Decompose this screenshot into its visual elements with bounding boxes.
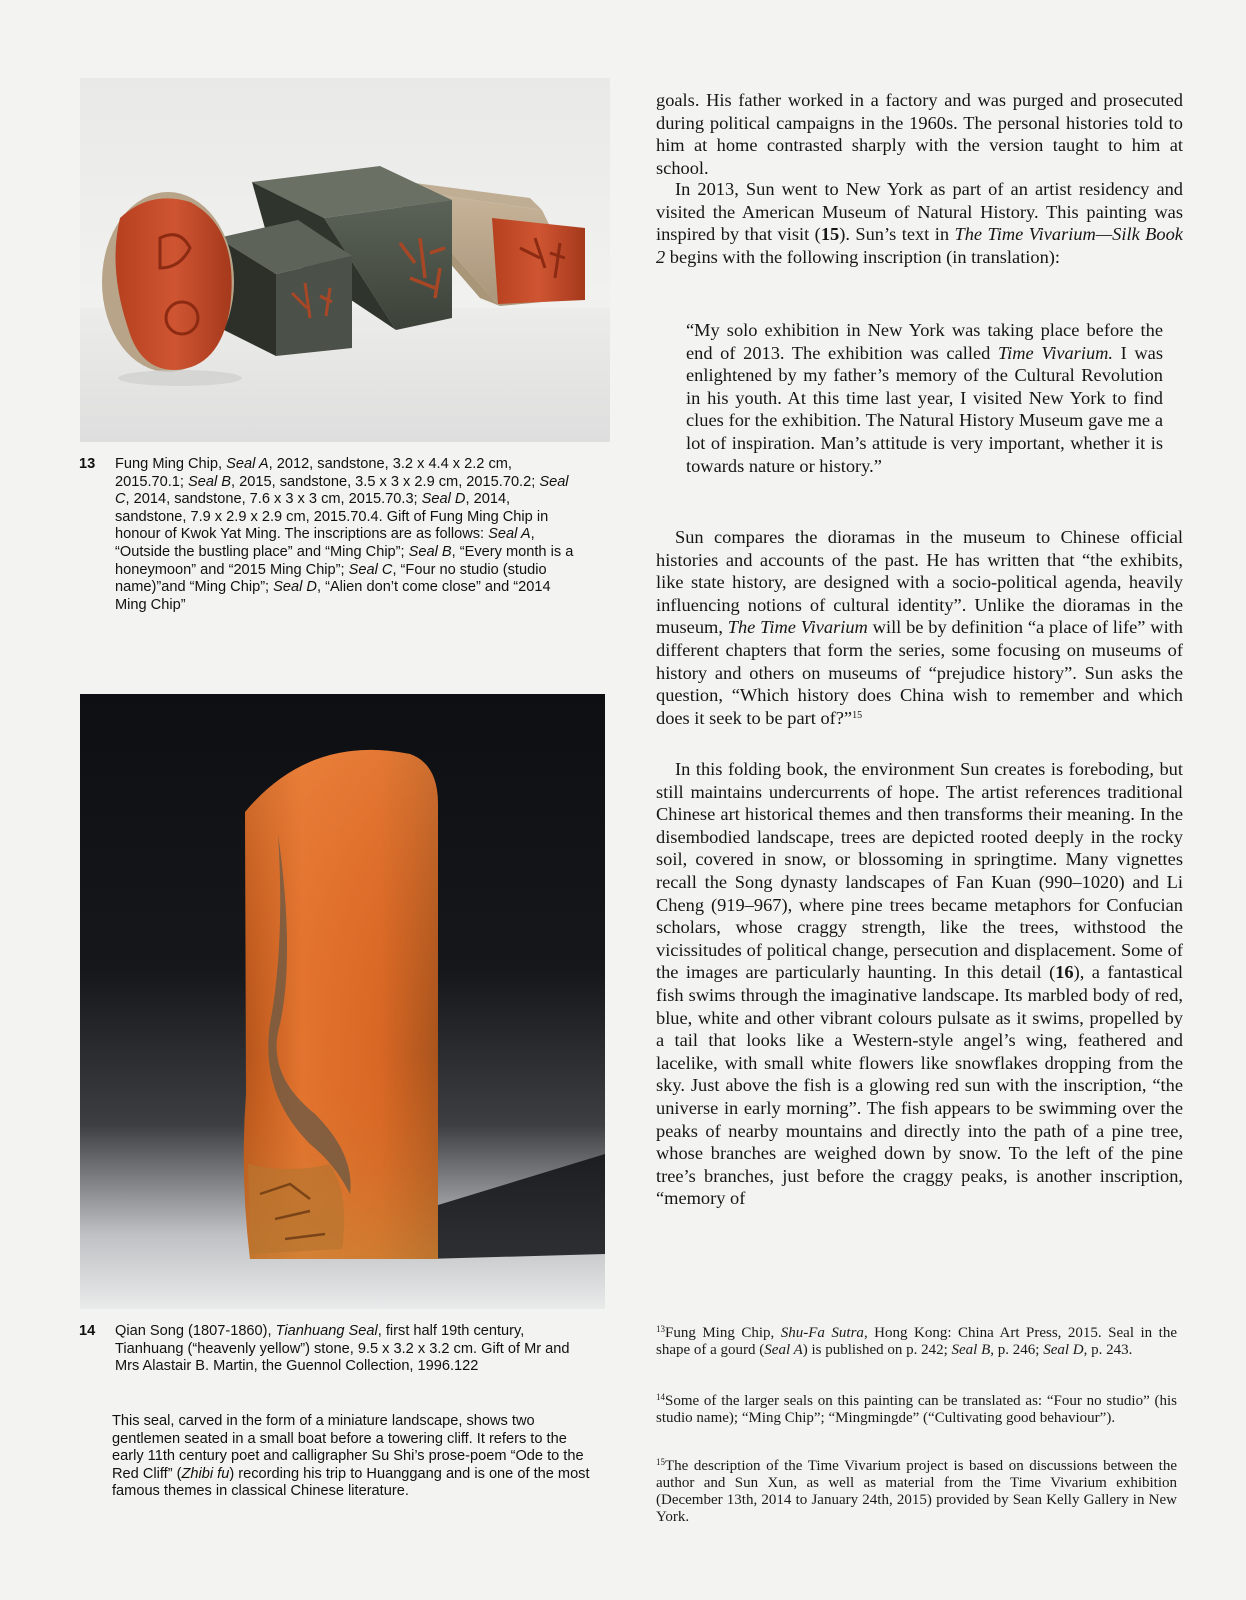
body-paragraph: In 2013, Sun went to New York as part of an artist residency and visited the American Museum of Natural History. This painting was inspired by that visit (15). Sun’s text in The Time Vivarium—Silk Book 2 begins with the following inscription (in translation): [656,179,1183,267]
footnote: $^{13}$Fung Ming Chip, Shu-Fa Sutra, Hong Kong: China Art Press, 2015. Seal in the shape of a gourd (Seal A) is published on p. 242; Seal B, p. 246; Seal D, p. 243. [656,1324,1177,1358]
body-paragraph: In this folding book, the environment Sun creates is foreboding, but still maintains undercurrents of hope. The artist references traditional Chinese art historical themes and then transforms their meaning. In the disembodied landscape, trees are depicted rooted deeply in the rocky soil, covered in snow, or blossoming in springtime. Many vignettes recall the Song dynasty landscapes of Fan Kuan (990–1020) and Li Cheng (919–967), where pine trees became metaphors for Confucian scholars, whose craggy strength, like the trees, withstood the vicissitudes of political change, persecution and displacement. Some of the images are particularly haunting. In this detail (16), a fantastical fish swims through the imaginative landscape. Its marbled body of red, blue, white and other vibrant colours pulsate as it swims, propelled by a tail that looks like a Western-style angel’s wing, feathered and lacelike, with small white flowers like snowflakes dropping from the sky. Just above the fish is a glowing red sun with the inscription, “the universe in early morning”. The fish appears to be swimming over the peaks of nearby mountains and directly into the path of a pine tree, whose branches are weighed down by snow. To the left of the pine tree’s branches, just before the craggy peaks, is another inscription, “memory of [656,759,1183,1209]
body-paragraph: Sun compares the dioramas in the museum to Chinese official histories and accounts of the past. He has written that “the exhibits, like state history, are designed with a socio-political agenda, heavily influencing notions of cultural identity”. Unlike the dioramas in the museum, The Time Vivarium will be by definition “a place of life” with different chapters that form the series, some focusing on museums of history and others on museums of “prejudice history”. Sun asks the question, “Which history does China wish to remember and which does it seek to be part of?”$^{15}$ [656,527,1183,728]
figure-14-caption: 14 Qian Song (1807-1860), Tianhuang Seal, first half 19th century, Tianhuang (“heavenly yellow”) stone, 9.5 x 3.2 x 3.2 cm. Gift of Mr and Mrs Alastair B. Martin, the Guennol Collection, 1996.122 [79,1323,570,1375]
seals-photo [80,78,610,442]
figure-reference: 15 [820,224,840,245]
figure-number: 13 [79,456,96,472]
figure-number: 14 [79,1323,96,1339]
footnote: $^{15}$The description of the Time Vivarium project is based on discussions between the author and Sun Xun, as well as material from the Time Vivarium exhibition (December 13th, 2014 to January 24th, 2015) provided by Sean Kelly Gallery in New York. [656,1457,1177,1525]
figure-13-caption: 13 Fung Ming Chip, Seal A, 2012, sandstone, 3.2 x 4.4 x 2.2 cm, 2015.70.1; Seal B, 2015, sandstone, 3.5 x 3 x 2.9 cm, 2015.70.2; Seal C, 2014, sandstone, 7.6 x 3 x 3 cm, 2015.70.3; Seal D, 2014, sandstone, 7.9 x 2.9 x 2.9 cm, 2015.70.4. Gift of Fung Ming Chip in honour of Kwok Yat Ming. The inscriptions are as follows: Seal A, “Outside the bustling place” and “Ming Chip”; Seal B, “Every month is a honeymoon” and “2015 Ming Chip”; Seal C, “Four no studio (studio name)”and “Ming Chip”; Seal D, “Alien don’t come close” and “2014 Ming Chip” [79,456,574,613]
footnote-marker: 15 [852,709,863,721]
footnote: $^{14}$Some of the larger seals on this painting can be translated as: “Four no studio” (his studio name); “Ming Chip”; “Mingmingde” (“Cultivating good behaviour”). [656,1392,1177,1426]
tianhuang-seal-photo [80,694,605,1309]
body-paragraph: goals. His father worked in a factory and was purged and prosecuted during political campaigns in the 1960s. The personal histories told to him at home contrasted sharply with the version taught to him at school. [656,90,1183,178]
figure-reference: 16 [1055,962,1074,983]
block-quote: “My solo exhibition in New York was taking place before the end of 2013. The exhibition was called Time Vivarium. I was enlightened by my father’s memory of the Cultural Revolution in his youth. At this time last year, I visited New York to find clues for the exhibition. The Natural History Museum gave me a lot of inspiration. Man’s attitude is very important, whether it is towards nature or history.” [686,320,1164,476]
figure-14-description: This seal, carved in the form of a miniature landscape, shows two gentlemen seated in a small boat before a towering cliff. It refers to the early 11th century poet and calligrapher Su Shi’s prose-poem “Ode to the Red Cliff” (Zhibi fu) recording his trip to Huanggang and is one of the most famous themes in classical Chinese literature. [112,1413,590,1500]
